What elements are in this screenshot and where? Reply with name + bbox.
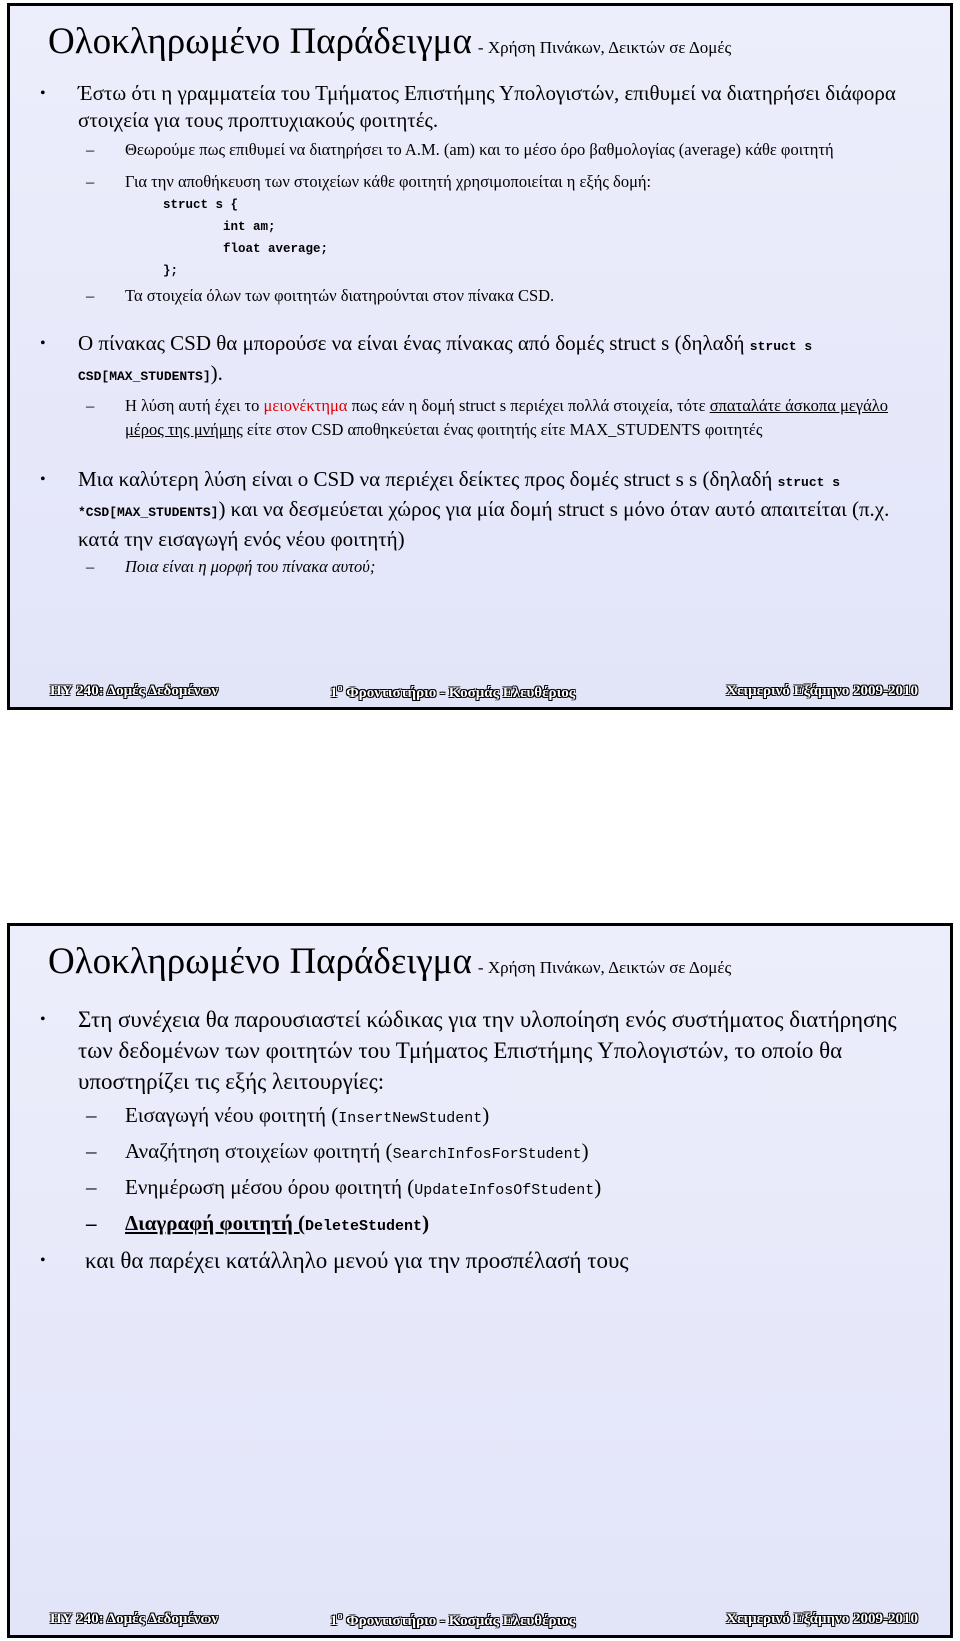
footer-semester: Χειμερινό Εξάμηνο 2009-2010 (726, 683, 918, 699)
item-text: Εισαγωγή νέου φοιτητή ( (125, 1103, 339, 1127)
footer-tutorial (330, 683, 575, 702)
title-subtitle: - Χρήση Πινάκων, Δεικτών σε Δομές (477, 38, 732, 57)
highlighted-term: μειονέκτημα (263, 396, 348, 415)
slide-content (40, 1004, 930, 1276)
text-part: είτε στον CSD αποθηκεύεται ένας φοιτητής είτε MAX_STUDENTS φοιτητές (242, 420, 763, 439)
code-line: struct s { (163, 198, 239, 212)
slide-title (48, 20, 731, 63)
footer-course: ΗΥ 240: Δομές Δεδομένων (50, 683, 219, 699)
closing-text: • και θα παρέχει κατάλληλο μενού για την προσπέλασή τους (40, 1245, 930, 1276)
list-item (40, 1171, 930, 1207)
bullet-text: Μια καλύτερη λύση είναι ο CSD να περιέχει δείκτες προς δομές struct s s (δηλαδή (78, 467, 778, 491)
underlined-phrase: σπαταλάτε άσκοπα μεγάλο μέρος της μνήμης (125, 396, 888, 439)
slide-title (48, 940, 731, 983)
bullet-item (40, 330, 930, 390)
slide-footer (10, 1607, 950, 1635)
slide-2 (7, 923, 953, 1638)
item-text-end: ) (581, 1139, 589, 1163)
sub-bullet-item (40, 394, 930, 442)
footer-course: ΗΥ 240: Δομές Δεδομένων (50, 1611, 219, 1627)
title-main: Ολοκληρωμένο Παράδειγμα (48, 941, 472, 982)
function-name: SearchInfosForStudent (392, 1146, 582, 1163)
code-block (163, 194, 930, 282)
title-subtitle: - Χρήση Πινάκων, Δεικτών σε Δομές (477, 958, 732, 977)
code-line: }; (163, 264, 179, 278)
footer-tutorial-number: 1 (330, 1613, 338, 1629)
sub-bullet-item: – Θεωρούμε πως επιθυμεί να διατηρήσει το Α.Μ. (am) και το μέσο όρο βαθμολογίας (average) κάθε φοιτητή (40, 138, 930, 162)
bullet-text: Ο πίνακας CSD θα μπορούσε να είναι ένας πίνακας από δομές struct s (δηλαδή (78, 331, 750, 355)
slide-1 (7, 3, 953, 710)
footer-tutorial (330, 1611, 575, 1630)
inline-code: struct s CSD[MAX_STUDENTS] (78, 339, 813, 384)
footer-tutorial-sup: ο (337, 1611, 343, 1622)
slide-footer (10, 679, 950, 707)
footer-tutorial-rest: Φροντιστήριο - Κοσμάς Ελευθέριος (342, 685, 576, 701)
sub-bullet-item: – Ποια είναι η μορφή του πίνακα αυτού; (40, 555, 930, 579)
slide-content (40, 80, 930, 579)
item-text-end: ) (594, 1175, 602, 1199)
bullet-item: • Έστω ότι η γραμματεία του Τμήματος Επιστήμης Υπολογιστών, επιθυμεί να διατηρήσει διάφορα στοιχεία για τους προπτυχιακούς φοιτητές. (40, 80, 930, 134)
item-text-end: ) (422, 1211, 430, 1235)
function-name: InsertNewStudent (338, 1110, 483, 1127)
code-line: int am; (163, 220, 276, 234)
footer-semester: Χειμερινό Εξάμηνο 2009-2010 (726, 1611, 918, 1627)
list-item (40, 1207, 930, 1243)
item-text: Ενημέρωση μέσου όρου φοιτητή ( (125, 1175, 415, 1199)
item-text: Διαγραφή φοιτητή ( (125, 1211, 306, 1235)
sub-bullet-item: – Για την αποθήκευση των στοιχείων κάθε φοιτητή χρησιμοποιείται η εξής δομή: (40, 170, 930, 194)
list-item (40, 1135, 930, 1171)
text-part: πως εάν η δομή struct s περιέχει πολλά στοιχεία, τότε (347, 396, 710, 415)
footer-tutorial-rest: Φροντιστήριο - Κοσμάς Ελευθέριος (342, 1613, 576, 1629)
function-name: UpdateInfosOfStudent (414, 1182, 595, 1199)
bullet-text-end: ). (210, 361, 223, 385)
function-name: DeleteStudent (305, 1218, 423, 1235)
inline-code: struct s *CSD[MAX_STUDENTS] (78, 475, 841, 520)
text-part: Η λύση αυτή έχει το (125, 396, 264, 415)
footer-tutorial-number: 1 (330, 685, 338, 701)
item-text-end: ) (482, 1103, 490, 1127)
sub-bullet-item: – Τα στοιχεία όλων των φοιτητών διατηρούνται στον πίνακα CSD. (40, 284, 930, 308)
bullet-item: • Στη συνέχεια θα παρουσιαστεί κώδικας για την υλοποίηση ενός συστήματος διατήρησης των δεδομένων των φοιτητών του Τμήματος Επιστήμης Υπολογιστών, το οποίο θα υποστηρίζει τις εξής λειτουργίες: (40, 1004, 930, 1097)
code-line: float average; (163, 242, 329, 256)
item-text: Αναζήτηση στοιχείων φοιτητή ( (125, 1139, 393, 1163)
list-item (40, 1099, 930, 1135)
bullet-text-end: ) και να δεσμεύεται χώρος για μία δομή struct s μόνο όταν αυτό απαιτείται (π.χ. κατά την εισαγωγή ενός νέου φοιτητή) (78, 497, 890, 551)
bullet-item (40, 466, 930, 553)
footer-tutorial-sup: ο (337, 683, 343, 694)
title-main: Ολοκληρωμένο Παράδειγμα (48, 21, 472, 62)
